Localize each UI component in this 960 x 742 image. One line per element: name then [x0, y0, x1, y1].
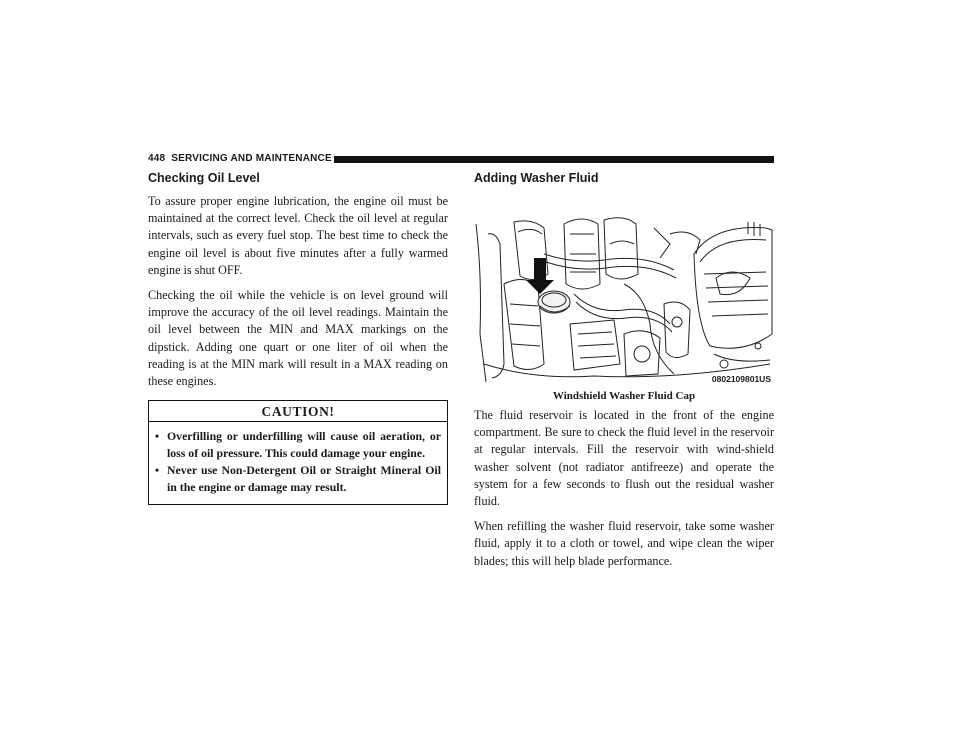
caution-item-text: Overfilling or underfilling will cause oil aeration, or loss of oil pressure. This could damage your engine.	[167, 429, 441, 461]
figure-code: 0802109801US	[711, 374, 771, 384]
oil-paragraph-2: Checking the oil while the vehicle is on level ground will improve the accuracy of the oil level readings. Maintain the oil level between the MIN and MAX markings on the dipstick. Adding one quart or one liter of oil when the reading is at the MIN mark will result in a MAX reading on these engines.	[148, 288, 448, 389]
caution-list	[149, 422, 447, 504]
header-rule	[334, 156, 774, 163]
page-number: 448	[148, 153, 166, 164]
bullet-icon: •	[155, 429, 160, 444]
oil-paragraph-1: To assure proper engine lubrication, the engine oil must be maintained at the correct level. Check the oil level at regular intervals, such as every fuel stop. The best time to check the engine oil level is about five minutes after a fully warmed engine is shut OFF.	[148, 194, 448, 277]
caution-item-text: Never use Non-Detergent Oil or Straight Mineral Oil in the engine or damage may result.	[167, 463, 441, 495]
caution-title: CAUTION!	[149, 401, 447, 422]
washer-paragraph-2: When refilling the washer fluid reservoir, take some washer fluid, apply it to a cloth or towel, and wipe clean the wiper blades; this will help blade performance.	[474, 519, 774, 568]
bullet-icon: •	[155, 463, 160, 478]
left-column	[148, 170, 448, 505]
running-header	[148, 152, 774, 166]
washer-paragraph-1: The fluid reservoir is located in the front of the engine compartment. Be sure to check the fluid level in the reservoir at regular intervals. Fill the reservoir with wind-shield washer solvent (not radiator antifreeze) and operate the system for a few seconds to flush out the residual washer fluid.	[474, 408, 774, 509]
washer-fluid-heading: Adding Washer Fluid	[474, 171, 599, 185]
section-title: SERVICING AND MAINTENANCE	[171, 153, 332, 164]
oil-level-heading: Checking Oil Level	[148, 171, 260, 185]
header-text	[148, 153, 332, 164]
right-column	[474, 170, 774, 578]
caution-item	[155, 462, 441, 496]
caution-item	[155, 428, 441, 462]
caution-box	[148, 400, 448, 505]
figure-caption: Windshield Washer Fluid Cap	[552, 390, 696, 402]
engine-bay-illustration	[474, 214, 774, 384]
engine-bay-drawing	[474, 214, 774, 384]
